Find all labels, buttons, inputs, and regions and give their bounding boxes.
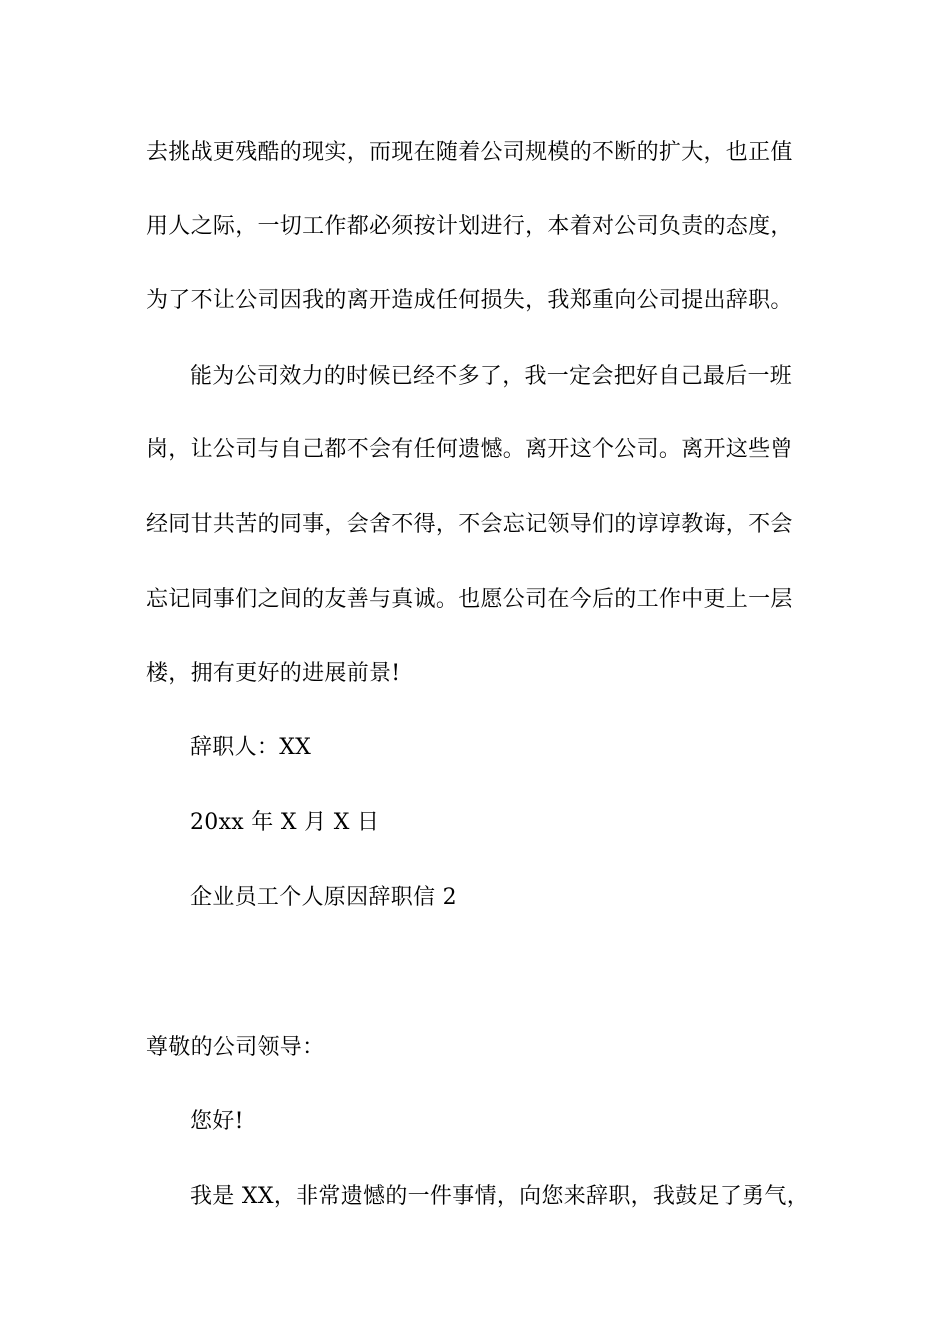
greeting-line: 您好!	[190, 1109, 244, 1134]
body-text-line: 岗，让公司与自己都不会有任何遗憾。离开这个公司。离开这些曾	[146, 437, 793, 462]
signature-line: 辞职人：XX	[190, 735, 312, 760]
body-text-line: 为了不让公司因我的离开造成任何损失，我郑重向公司提出辞职。	[146, 288, 793, 313]
body-text-line: 忘记同事们之间的友善与真诚。也愿公司在今后的工作中更上一层	[146, 587, 793, 612]
body-text-line: 用人之际，一切工作都必须按计划进行，本着对公司负责的态度，	[146, 214, 793, 239]
body-text-line: 经同甘共苦的同事，会舍不得，不会忘记领导们的谆谆教诲，不会	[146, 512, 793, 537]
body-text-line: 我是 XX，非常遗憾的一件事情，向您来辞职，我鼓足了勇气，	[190, 1184, 810, 1209]
body-text-line: 能为公司效力的时候已经不多了，我一定会把好自己最后一班	[190, 364, 793, 389]
body-text-line: 去挑战更残酷的现实，而现在随着公司规模的不断的扩大，也正值	[146, 140, 793, 165]
salutation-line: 尊敬的公司领导：	[146, 1035, 325, 1060]
date-line: 20xx 年 X 月 X 日	[190, 810, 380, 835]
body-text-line: 楼，拥有更好的进展前景!	[146, 661, 401, 686]
section-title: 企业员工个人原因辞职信 2	[190, 885, 457, 910]
